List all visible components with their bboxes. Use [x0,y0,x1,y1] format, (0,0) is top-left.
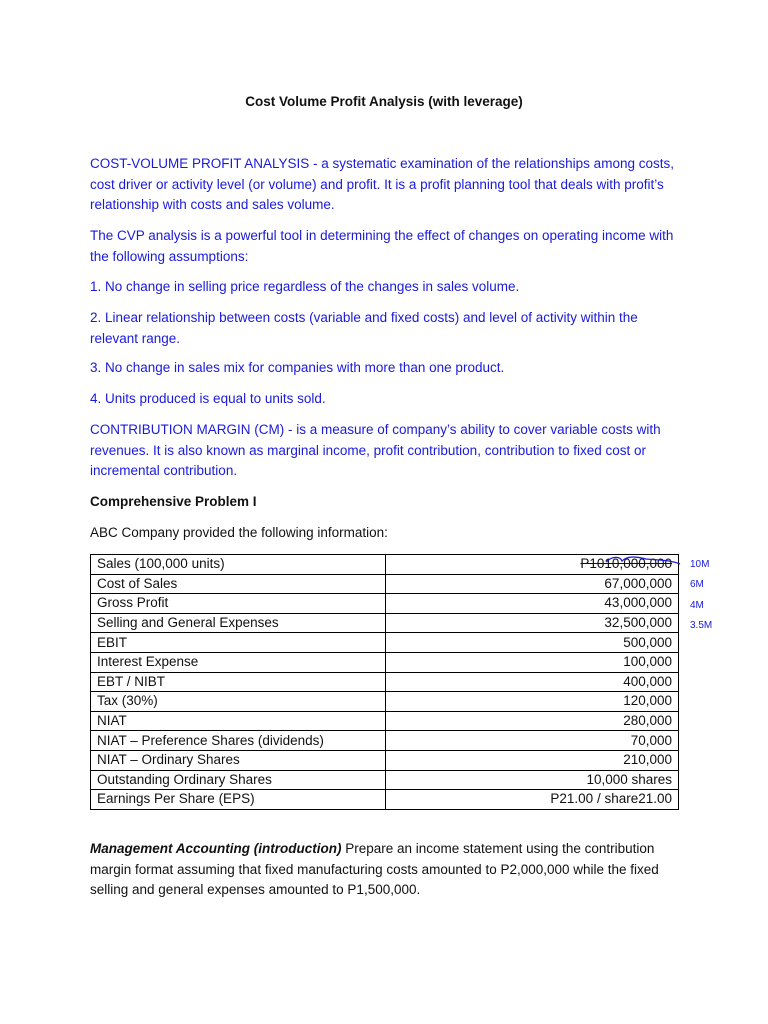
table-row [91,770,679,790]
document-title: Cost Volume Profit Analysis (with leverage) [245,94,523,109]
row-value: 100,000 [386,652,679,672]
table-row [91,613,679,633]
row-label: Earnings Per Share (EPS) [91,790,386,810]
assumption-3: 3. No change in sales mix for companies with more than one product. [90,360,505,375]
assumption-2: 2. Linear relationship between costs (variable and fixed costs) and level of activity within the relevant range. [90,310,638,346]
row-value: 120,000 [386,692,679,712]
financial-data-table [90,554,679,810]
cm-definition: CONTRIBUTION MARGIN (CM) - is a measure of company’s ability to cover variable costs with revenues. It is also known as marginal income, profit contribution, contribution to fixed cost or incremental contribution. [90,422,661,478]
row-label: Cost of Sales [91,574,386,594]
handwritten-scribble-mark [598,553,682,569]
row-label: EBIT [91,633,386,653]
annotation-6m: 6M [690,579,704,590]
row-label: Interest Expense [91,652,386,672]
row-value: 400,000 [386,672,679,692]
row-value: P1010,000,000 [386,555,679,575]
table-row [91,652,679,672]
row-value: 210,000 [386,750,679,770]
row-value: 500,000 [386,633,679,653]
table-row [91,692,679,712]
row-value: P21.00 / share21.00 [386,790,679,810]
row-value: 43,000,000 [386,594,679,614]
table-row [91,594,679,614]
row-value: 280,000 [386,711,679,731]
assumption-4: 4. Units produced is equal to units sold. [90,391,326,406]
row-value: 10,000 shares [386,770,679,790]
row-label: Tax (30%) [91,692,386,712]
task-paragraph [90,839,690,901]
problem-intro: ABC Company provided the following information: [90,525,388,540]
table-row [91,672,679,692]
annotation-10m: 10M [690,559,710,570]
row-label: NIAT [91,711,386,731]
annotation-3-5m: 3.5M [690,620,713,631]
table-row [91,574,679,594]
row-label: Outstanding Ordinary Shares [91,770,386,790]
row-label: Selling and General Expenses [91,613,386,633]
row-label: EBT / NIBT [91,672,386,692]
row-label: NIAT – Preference Shares (dividends) [91,731,386,751]
problem-heading: Comprehensive Problem I [90,494,257,509]
table-row [91,633,679,653]
row-label: Gross Profit [91,594,386,614]
row-label: NIAT – Ordinary Shares [91,750,386,770]
row-value: 70,000 [386,731,679,751]
table-row [91,731,679,751]
table-row [91,711,679,731]
row-label: Sales (100,000 units) [91,555,386,575]
task-text: Prepare an income statement using the contribution margin format assuming that fixed manufacturing costs amounted to P2,000,000 while the fixed selling and general expenses amounted to P1,500,000. [90,841,659,897]
row-value: 67,000,000 [386,574,679,594]
assumption-1: 1. No change in selling price regardless of the changes in sales volume. [90,279,520,294]
cvp-assumptions-intro: The CVP analysis is a powerful tool in determining the effect of changes on operating income with the following assumptions: [90,228,674,264]
cvp-definition: COST-VOLUME PROFIT ANALYSIS - a systematic examination of the relationships among costs, cost driver or activity level (or volume) and profit. It is a profit planning tool that deals with profit’s relationship with costs and sales volume. [90,156,674,212]
table-row [91,750,679,770]
annotation-4m: 4M [690,600,704,611]
task-lead: Management Accounting (introduction) [90,841,342,856]
row-value: 32,500,000 [386,613,679,633]
table-row [91,555,679,575]
table-row [91,790,679,810]
